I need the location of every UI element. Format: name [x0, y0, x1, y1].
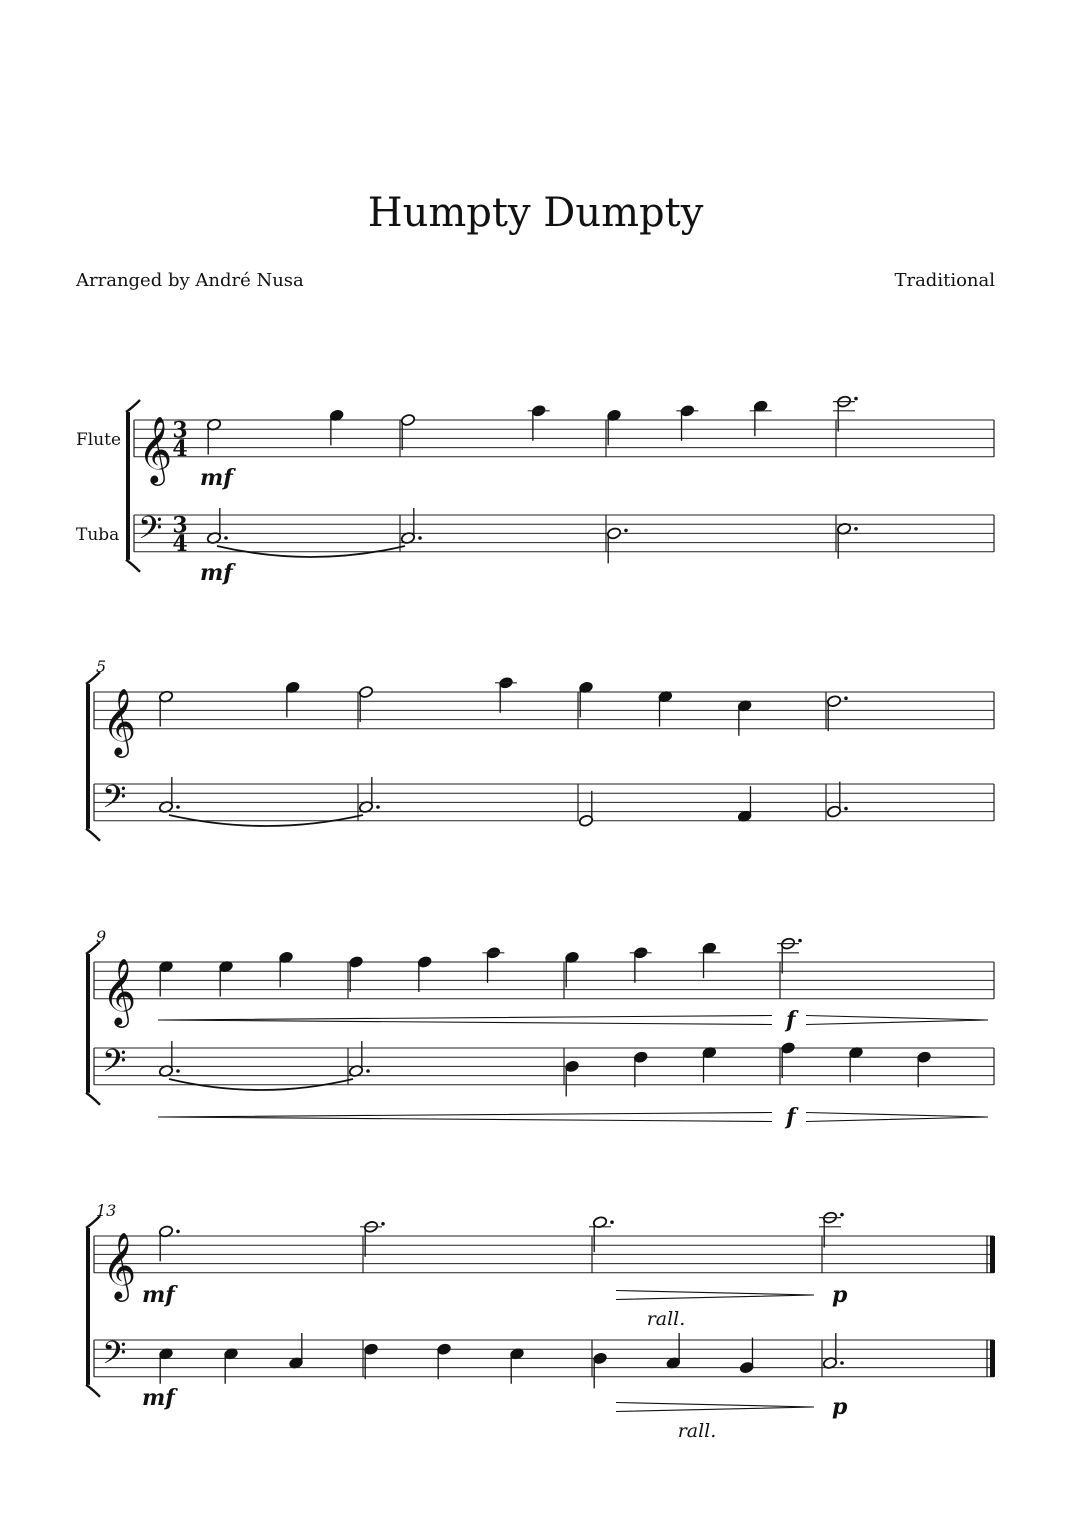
dynamic-p: p [832, 1394, 848, 1420]
flute-note-dot [844, 696, 848, 700]
dynamic-f: f [786, 1104, 796, 1130]
flute-note-dot [381, 1222, 385, 1226]
time-signature-top: 3 [172, 417, 188, 444]
time-signature-top: 3 [172, 512, 188, 539]
decrescendo-hairpin [806, 1016, 988, 1025]
bass-clef-icon: 𝄢 [102, 778, 127, 823]
bass-clef-icon: 𝄢 [102, 1042, 127, 1087]
decrescendo-hairpin [806, 1113, 988, 1122]
tuba-note-dot [624, 529, 628, 533]
tuba-note-dot [366, 1069, 370, 1073]
measure-number: 9 [96, 927, 107, 946]
dynamic-mf: mf [200, 465, 233, 491]
system-bracket-hook [86, 829, 100, 841]
tuba-note-dot [176, 805, 180, 809]
tuba-note-dot [854, 527, 858, 531]
instrument-name-flute: Flute [76, 430, 122, 450]
score-title: Humpty Dumpty [367, 190, 704, 236]
system-bracket [86, 1228, 90, 1385]
tuba-note-dot [376, 805, 380, 809]
system-bracket-hook [126, 400, 140, 412]
decrescendo-hairpin [616, 1291, 814, 1300]
system-bracket [86, 684, 90, 829]
system-bracket [126, 412, 130, 560]
tuba-note-dot [176, 1069, 180, 1073]
measure-number: 13 [96, 1201, 117, 1220]
dynamic-mf: mf [200, 560, 233, 586]
tuba-note-dot [840, 1361, 844, 1365]
dynamic-p: p [832, 1282, 848, 1308]
system-bracket-hook [126, 560, 140, 572]
treble-clef-icon: 𝄞 [102, 1230, 137, 1299]
flute-note-dot [176, 1230, 180, 1234]
dynamic-f: f [786, 1007, 796, 1033]
tuba-note-dot [844, 807, 848, 811]
expression-rall: rall. [677, 1420, 717, 1442]
bass-clef-icon: 𝄢 [138, 509, 163, 554]
composer-credit: Traditional [894, 270, 995, 291]
time-signature-bottom: 4 [172, 530, 188, 557]
decrescendo-hairpin [616, 1403, 814, 1412]
treble-clef-icon: 𝄞 [102, 956, 137, 1025]
flute-note-dot [854, 397, 858, 401]
bass-clef-icon: 𝄢 [102, 1334, 127, 1379]
arranger-credit: Arranged by André Nusa [76, 270, 304, 291]
dynamic-mf: mf [142, 1282, 175, 1308]
final-barline-thick [990, 1236, 995, 1273]
system-bracket-hook [86, 1385, 100, 1397]
measure-number: 5 [96, 657, 107, 676]
treble-clef-icon: 𝄞 [138, 414, 173, 483]
time-signature-bottom: 4 [172, 435, 188, 462]
tuba-note-dot [224, 536, 228, 540]
system-bracket-hook [86, 1093, 100, 1105]
crescendo-hairpin [158, 1113, 772, 1122]
treble-clef-icon: 𝄞 [102, 686, 137, 755]
flute-note-dot [610, 1220, 614, 1224]
system-bracket [86, 954, 90, 1093]
final-barline-thick [990, 1340, 995, 1377]
instrument-name-tuba: Tuba [76, 525, 120, 545]
flute-note-dot [840, 1213, 844, 1217]
dynamic-mf: mf [142, 1385, 175, 1411]
crescendo-hairpin [158, 1016, 772, 1025]
tuba-note-dot [418, 536, 422, 540]
expression-rall: rall. [646, 1308, 686, 1330]
flute-note-dot [798, 939, 802, 943]
